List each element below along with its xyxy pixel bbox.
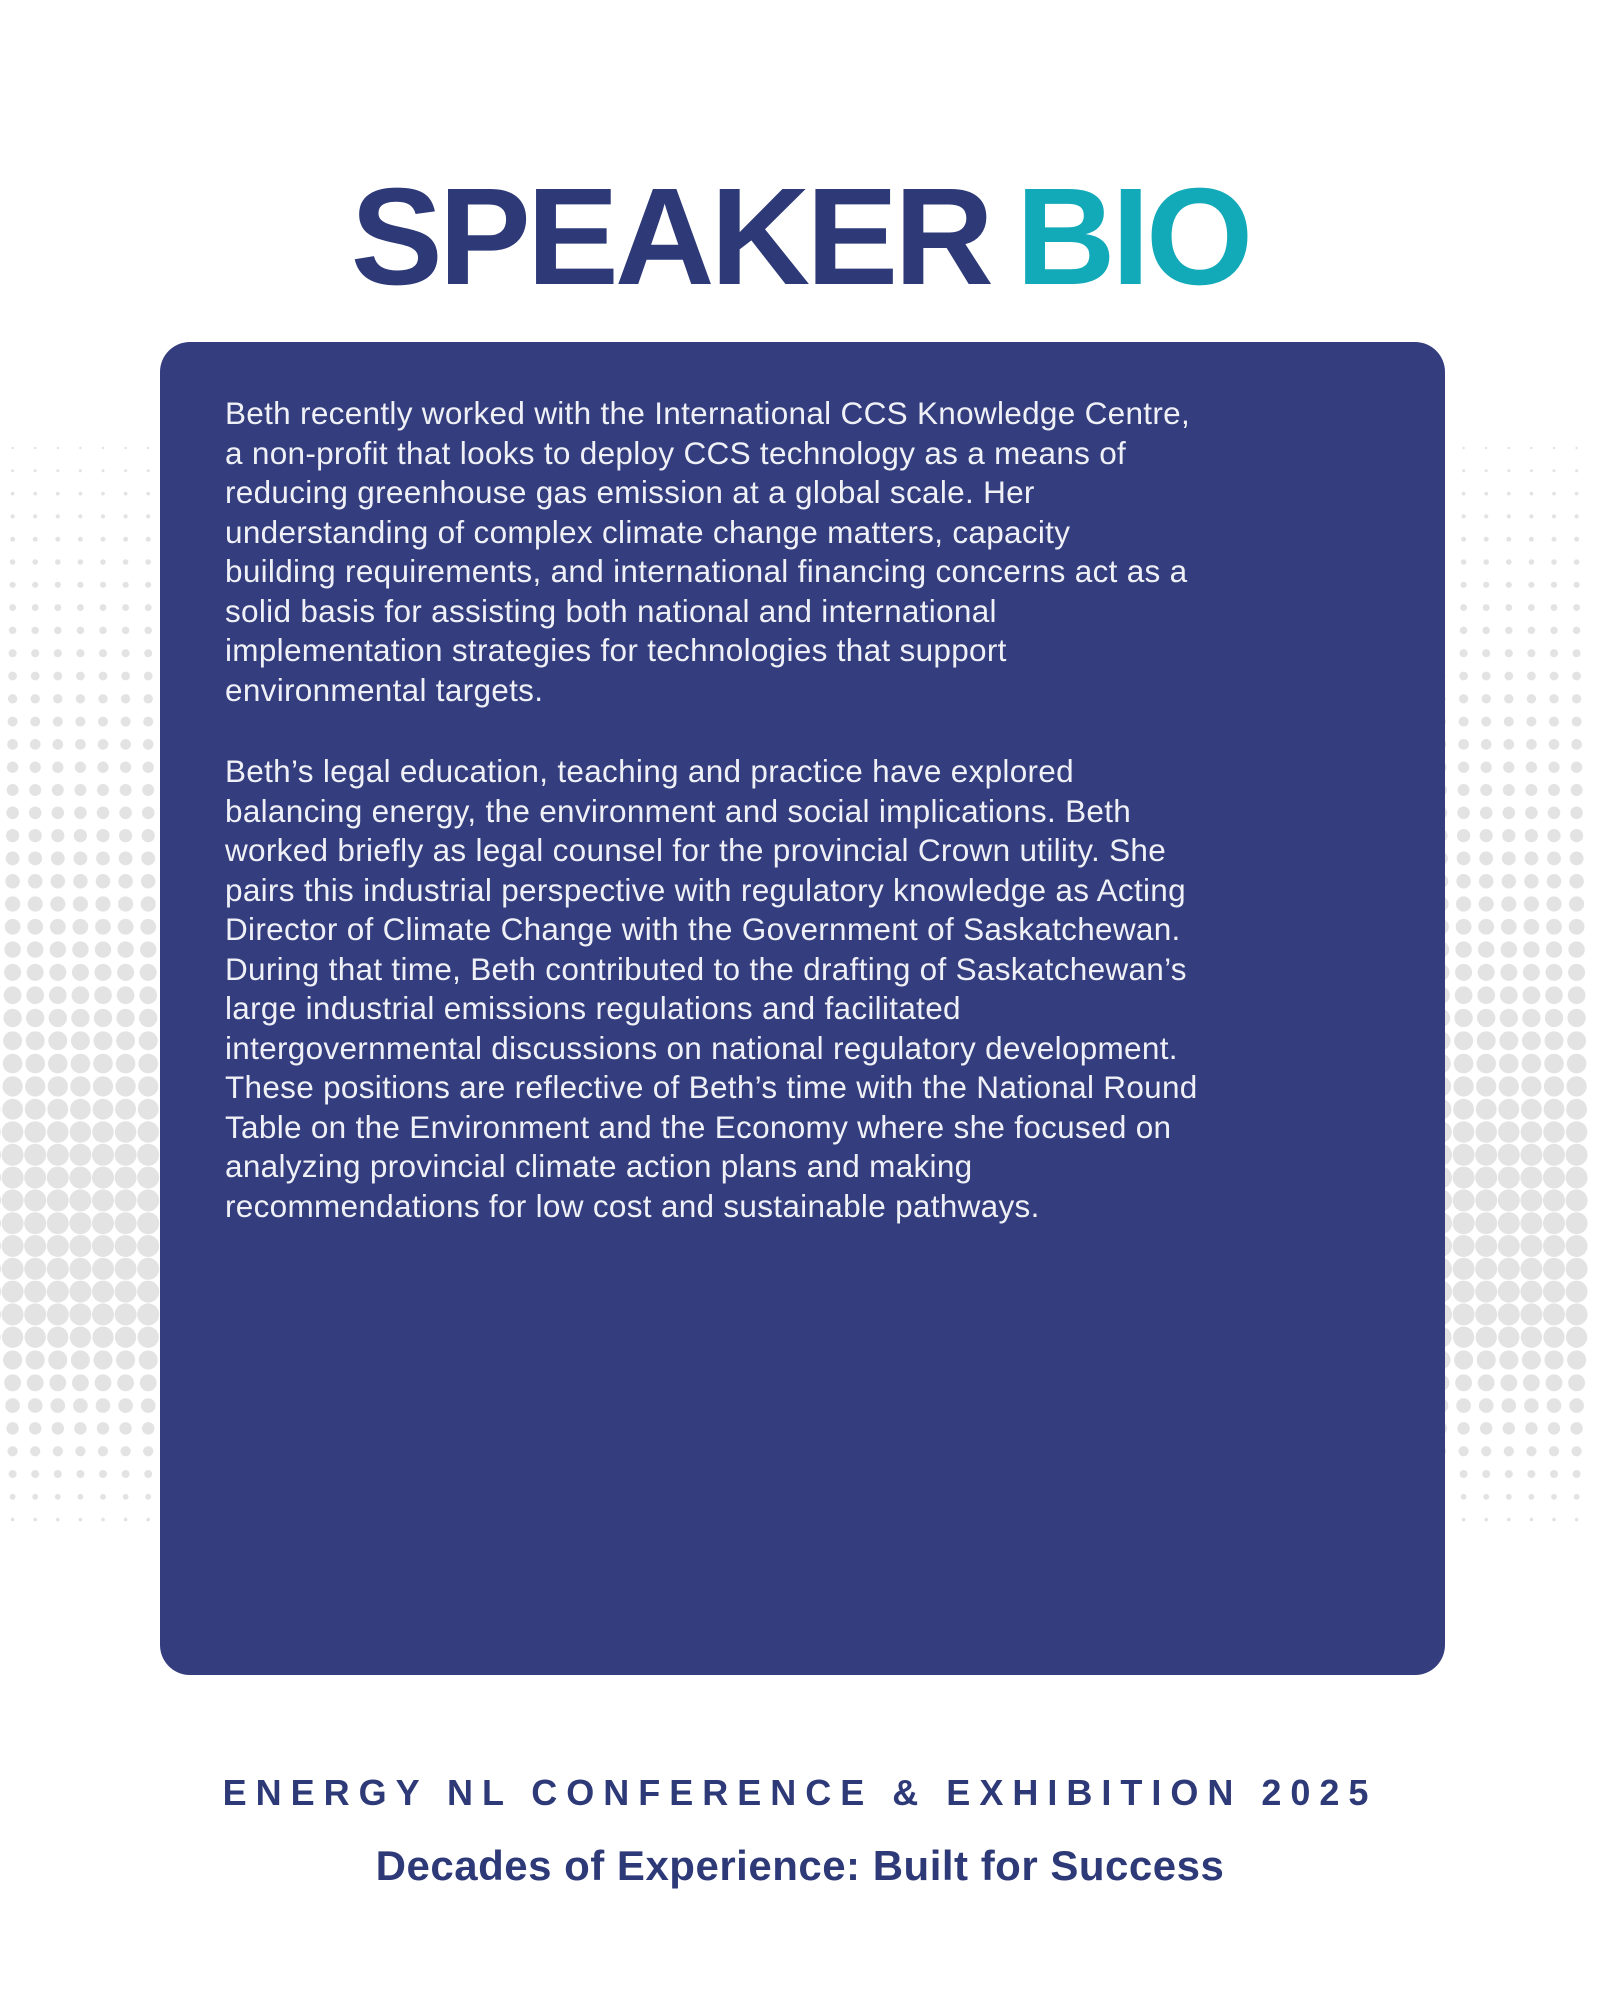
bio-line: pairs this industrial perspective with regulatory knowledge as Acting xyxy=(225,871,1186,908)
bio-card xyxy=(160,342,1445,1675)
bio-line: intergovernmental discussions on national regulatory development. xyxy=(225,1029,1178,1066)
bio-line: reducing greenhouse gas emission at a global scale. Her xyxy=(225,474,1035,510)
bio-line: analyzing provincial climate action plans and making xyxy=(225,1148,973,1184)
bio-line: During that time, Beth contributed to the drafting of Saskatchewan’s xyxy=(225,950,1187,987)
bio-line: recommendations for low cost and sustainable pathways. xyxy=(225,1187,1040,1224)
bio-line: Table on the Environment and the Economy where she focused on xyxy=(225,1108,1172,1145)
bio-line: Director of Climate Change with the Government of Saskatchewan. xyxy=(225,911,1181,947)
bio-line: implementation strategies for technologies that support xyxy=(225,632,1007,668)
bio-line: These positions are reflective of Beth’s time with the National Round xyxy=(225,1069,1198,1105)
footer-conference-name: ENERGY NL CONFERENCE & EXHIBITION 2025 xyxy=(222,1772,1378,1813)
page-title-speaker: SPEAKER xyxy=(350,160,990,314)
halftone-dots-right xyxy=(1438,436,1600,1552)
bio-line: understanding of complex climate change matters, capacity xyxy=(225,513,1071,550)
bio-line: Beth’s legal education, teaching and practice have explored xyxy=(225,753,1074,789)
footer-tagline: Decades of Experience: Built for Success xyxy=(375,1842,1225,1889)
bio-line: a non-profit that looks to deploy CCS technology as a means of xyxy=(225,434,1127,471)
bio-line: solid basis for assisting both national and international xyxy=(225,592,997,629)
bio-line: Beth recently worked with the International CCS Knowledge Centre, xyxy=(225,395,1191,431)
bio-paragraph-2 xyxy=(225,752,1385,1226)
bio-line: environmental targets. xyxy=(225,671,544,708)
page-title-bio: BIO xyxy=(1015,160,1250,314)
bio-line: worked briefly as legal counsel for the provincial Crown utility. She xyxy=(225,832,1167,868)
page-title xyxy=(0,160,1600,314)
bio-line: balancing energy, the environment and social implications. Beth xyxy=(225,792,1132,829)
bio-paragraph-1 xyxy=(225,394,1385,710)
bio-line: building requirements, and international financing concerns act as a xyxy=(225,553,1188,589)
bio-line: large industrial emissions regulations and facilitated xyxy=(225,990,961,1026)
halftone-dots-left xyxy=(0,436,172,1552)
